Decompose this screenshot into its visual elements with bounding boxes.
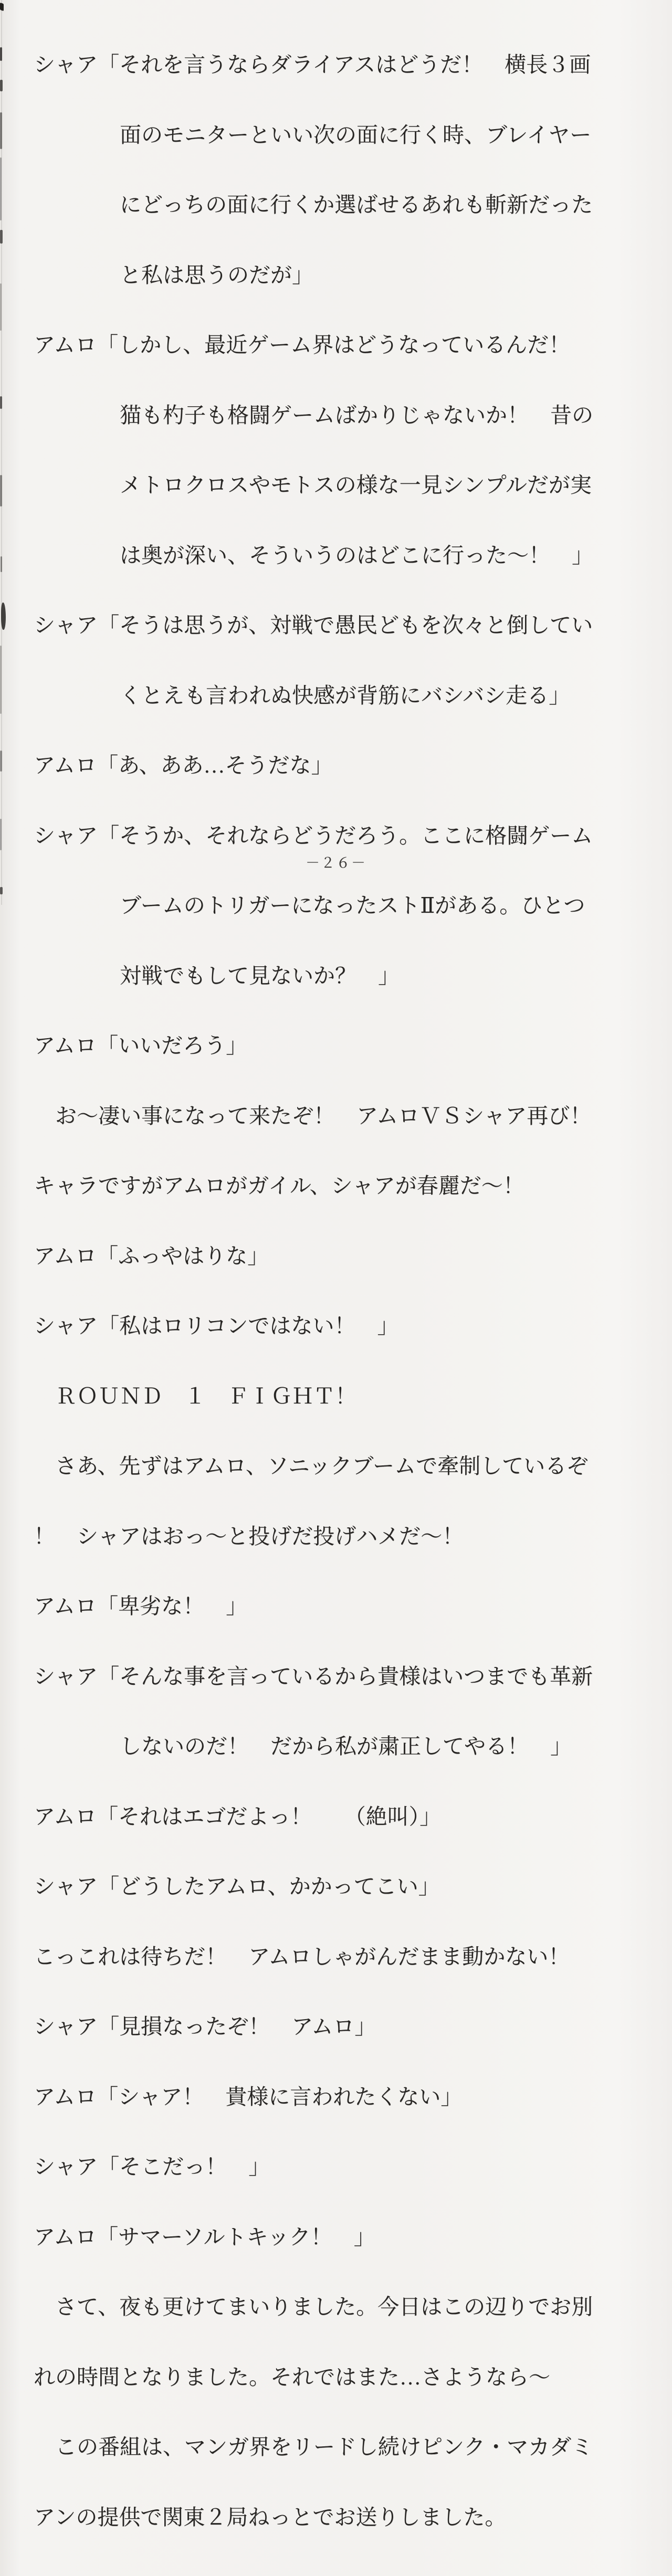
text-line: 猫も杓子も格闘ゲームばかりじゃないか！ 昔の — [34, 403, 593, 427]
text-line: アムロ「シャア！ 貴様に言われたくない」 — [34, 2084, 463, 2109]
scan-speck — [0, 80, 3, 91]
text-line: アムロ「ふっやはりな」 — [34, 1243, 269, 1268]
text-line: 対戦でもして見ないか？ 」 — [34, 963, 400, 988]
page-number: －２６－ — [306, 855, 366, 871]
text-line: ！ シャアはおっ〜と投げだ投げハメだ〜！ — [34, 1524, 464, 1548]
text-line: くとえも言われぬ快感が背筋にバシバシ走る」 — [34, 683, 571, 708]
text-line: アムロ「いいだろう」 — [34, 1033, 248, 1058]
text-line: と私は思うのだが」 — [34, 262, 313, 287]
text-line: シャア「そうは思うが、対戦で愚民どもを次々と倒してい — [34, 613, 593, 637]
text-line: 面のモニターといい次の面に行く時、ブレイヤー — [34, 122, 592, 147]
text-line: この番組は、マンガ界をリードし続けピンク・マカダミ — [34, 2435, 593, 2459]
text-line: は奥が深い、そういうのはどこに行った〜！ 」 — [34, 543, 593, 567]
scan-speck — [0, 3, 4, 12]
scan-speck — [0, 112, 2, 149]
scan-speck — [0, 396, 2, 409]
text-line: シャア「それを言うならダライアスはどうだ！ 横長３画 — [34, 52, 591, 77]
scan-blot — [1, 603, 6, 630]
text-line: さあ、先ずはアムロ、ソニックブームで牽制しているぞ — [34, 1454, 589, 1478]
scan-speck — [0, 283, 2, 331]
text-line: アムロ「卑劣な！ 」 — [34, 1594, 248, 1618]
text-line: ＲＯＵＮＤ １ ＦＩＧＨＴ！ — [34, 1384, 356, 1408]
scan-speck — [1, 556, 2, 572]
text-line: キャラですがアムロがガイル、シャアが春麗だ〜！ — [34, 1174, 524, 1198]
text-line: シャア「見損なったぞ！ アムロ」 — [34, 2014, 376, 2039]
text-line: れの時間となりました。それではまた…さようなら〜 — [34, 2364, 550, 2389]
scan-speck — [0, 157, 2, 220]
text-line: シャア「そんな事を言っているから貴様はいつまでも革新 — [34, 1664, 593, 1688]
text-line: ブームのトリガーになったストⅡがある。ひとつ — [34, 893, 585, 917]
text-line: にどっちの面に行くか選ばせるあれも斬新だった — [34, 193, 593, 217]
text-line: アムロ「あ、ああ…そうだな」 — [34, 753, 333, 777]
text-line: シャア「そうか、それならどうだろう。ここに格闘ゲーム — [34, 823, 593, 848]
text-line: アンの提供で関東２局ねっとでお送りしました。 — [34, 2505, 507, 2529]
text-line: シャア「私はロリコンではない！ 」 — [34, 1314, 399, 1338]
text-line: シャア「そこだっ！ 」 — [34, 2155, 270, 2179]
dialogue-text-block — [34, 6, 658, 2575]
text-line: しないのだ！ だから私が粛正してやる！ 」 — [34, 1734, 572, 1758]
text-line: お〜凄い事になって来たぞ！ アムロＶＳシャア再び！ — [34, 1103, 592, 1128]
scan-speck — [0, 47, 2, 61]
text-line: こっこれは待ちだ！ アムロしゃがんだまま動かない！ — [34, 1944, 570, 1969]
scan-speck — [0, 230, 3, 244]
text-line: アムロ「それはエゴだよっ！ （絶叫）」 — [34, 1804, 442, 1829]
text-line: アムロ「サマーソルトキック！ 」 — [34, 2224, 375, 2249]
scan-speck — [0, 751, 2, 772]
scan-speck — [0, 819, 2, 850]
scan-speck — [0, 475, 2, 506]
text-line: アムロ「しかし、最近ゲーム界はどうなっているんだ！ — [34, 333, 571, 357]
scan-speck — [0, 646, 2, 714]
text-line: シャア「どうしたアムロ、かかってこい」 — [34, 1874, 440, 1898]
text-line: さて、夜も更けてまいりました。今日はこの辺りでお別 — [34, 2295, 593, 2319]
text-line: メトロクロスやモトスの様な一見シンプルだが実 — [34, 473, 592, 497]
scan-speck — [0, 887, 3, 894]
